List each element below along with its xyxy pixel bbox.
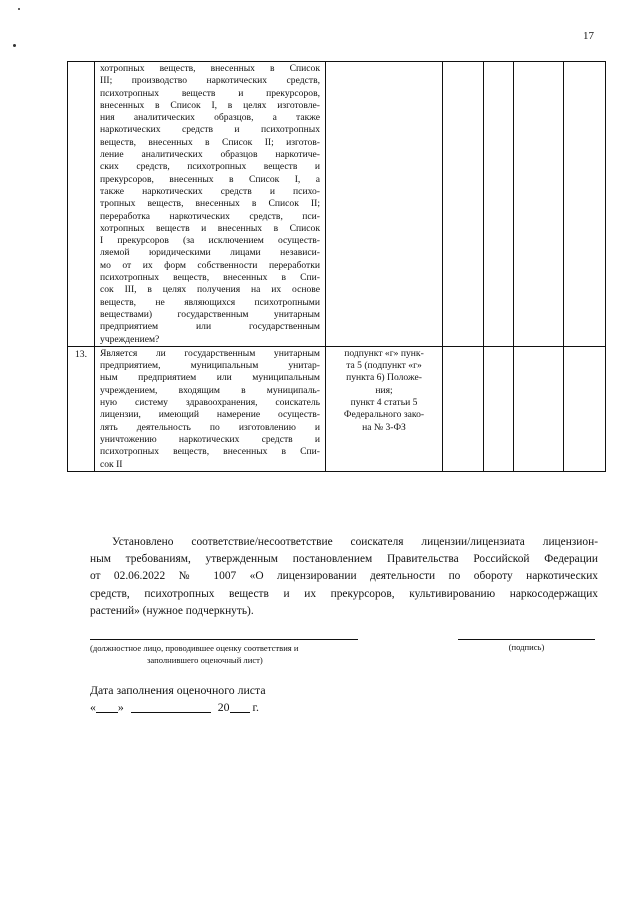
page-number: 17 xyxy=(583,30,594,42)
date-fill-line xyxy=(90,700,259,715)
text-line: тропных веществ, внесенных в Список II; xyxy=(100,198,320,210)
text-line: психотропных веществ, внесенных в Спи- xyxy=(100,446,320,458)
reference-cell xyxy=(326,62,443,347)
text-line: уничтожению наркотических средств и xyxy=(100,433,320,445)
row-number-cell xyxy=(68,62,95,347)
text-line: веществами) государственным унитарным xyxy=(100,308,320,320)
official-caption xyxy=(90,642,358,666)
conclusion-line: средств, психотропных веществ и их прекурсоров, культивированию наркосодержащих xyxy=(90,587,598,600)
text-line: лять деятельность по изготовлению и xyxy=(100,421,320,433)
answer-cell-na[interactable] xyxy=(514,62,564,347)
open-quote: « xyxy=(90,700,96,714)
official-caption-line: заполнившего оценочный лист) xyxy=(147,655,263,665)
text-line: ление аналитических образцов наркотиче- xyxy=(100,149,320,161)
answer-cell-yes[interactable] xyxy=(443,346,484,471)
text-line: пункт 4 статьи 5 xyxy=(350,397,418,409)
text-line: предприятием или государственным xyxy=(100,321,320,333)
text-line: учреждением? xyxy=(100,333,160,345)
question-cell xyxy=(95,346,326,471)
answer-cell-no[interactable] xyxy=(484,346,514,471)
row-number-cell: 13. xyxy=(68,346,95,471)
conclusion-line: растений» (нужное подчеркнуть). xyxy=(90,604,254,617)
conclusion-line: Установлено соответствие/несоответствие соискателя лицензии/лицензиата лицензион- xyxy=(112,536,598,548)
text-line: учреждением, входящим в муниципаль- xyxy=(100,384,320,396)
text-line: переработка наркотических средств, пси- xyxy=(100,210,320,222)
text-line: та 5 (подпункт «г» xyxy=(346,360,422,372)
text-line: III; производство наркотических средств, xyxy=(100,75,320,87)
answer-cell-yes[interactable] xyxy=(443,62,484,347)
official-caption-line: (должностное лицо, проводившее оценку соответствия и xyxy=(90,643,299,653)
text-line: наркотических средств и психотропных xyxy=(100,124,320,136)
text-line: психотропных веществ и прекурсоров, xyxy=(100,87,320,99)
text-line: Федерального зако- xyxy=(343,409,425,421)
text-line: веществ, не являющихся психотропными xyxy=(100,296,320,308)
text-line: ния аналитических образцов, а также xyxy=(100,112,320,124)
text-line: сок II xyxy=(100,458,123,470)
text-line: пункта 6) Положе- xyxy=(346,372,422,384)
answer-cell-no[interactable] xyxy=(484,62,514,347)
note-cell[interactable] xyxy=(564,346,606,471)
scan-speck xyxy=(13,44,16,47)
table-row xyxy=(68,62,606,347)
text-line: на № 3-ФЗ xyxy=(362,421,406,433)
text-line: психотропных веществ, внесенных в Спи- xyxy=(100,272,320,284)
month-blank[interactable] xyxy=(131,700,211,713)
close-quote: » xyxy=(117,700,124,714)
text-line: подпункт «г» пунк- xyxy=(344,347,424,359)
question-text xyxy=(95,62,325,346)
text-line: I прекурсоров (за исключением осуществ- xyxy=(100,235,320,247)
signature-line[interactable] xyxy=(458,639,595,640)
conclusion-line: ным требованиям, утвержденным постановлением Правительства Российской Федерации xyxy=(90,553,598,566)
question-text xyxy=(95,347,325,471)
year-blank[interactable] xyxy=(230,700,250,713)
text-line: ских средств, психотропных веществ и xyxy=(100,161,320,173)
note-cell[interactable] xyxy=(564,62,606,347)
assessment-table xyxy=(67,61,606,472)
year-prefix: 20 xyxy=(217,700,230,714)
year-suffix: г. xyxy=(252,700,259,714)
answer-cell-na[interactable] xyxy=(514,346,564,471)
reference-cell xyxy=(326,346,443,471)
signature-caption: (подпись) xyxy=(508,642,545,652)
text-line: прекурсоров, внесенных в Список I, а xyxy=(100,173,320,185)
text-line: внесенных в Список I, в целях изготовле- xyxy=(100,99,320,111)
conclusion-paragraph xyxy=(90,534,598,620)
text-line: ную систему здравоохранения, соискатель xyxy=(100,397,320,409)
conclusion-line: от 02.06.2022 № 1007 «О лицензировании деятельности по обороту наркотических xyxy=(90,570,598,583)
day-blank[interactable] xyxy=(96,700,118,713)
text-line: хотропных веществ и внесенных в Список xyxy=(100,222,320,234)
text-line: предприятием, муниципальным унитар- xyxy=(100,360,320,372)
reference-text xyxy=(326,347,442,434)
text-line: веществ, внесенных в Список II; изготов- xyxy=(100,136,320,148)
official-signature-line[interactable] xyxy=(90,639,358,640)
scan-speck xyxy=(18,8,20,10)
text-line: сок III, в целях получения на их основе xyxy=(100,284,320,296)
text-line: мо от их форм собственности переработки xyxy=(100,259,320,271)
table-row xyxy=(68,346,606,471)
text-line: ляемой юридическими лицами независи- xyxy=(100,247,320,259)
text-line: также наркотических средств и психо- xyxy=(100,185,320,197)
text-line: Является ли государственным унитарным xyxy=(100,347,320,359)
date-label: Дата заполнения оценочного листа xyxy=(90,683,266,697)
text-line: лицензии, имеющий намерение осуществ- xyxy=(100,409,320,421)
text-line: хотропных веществ, внесенных в Список xyxy=(100,63,320,74)
question-cell xyxy=(95,62,326,347)
text-line: ния; xyxy=(375,384,393,396)
text-line: ным предприятием или муниципальным xyxy=(100,372,320,384)
